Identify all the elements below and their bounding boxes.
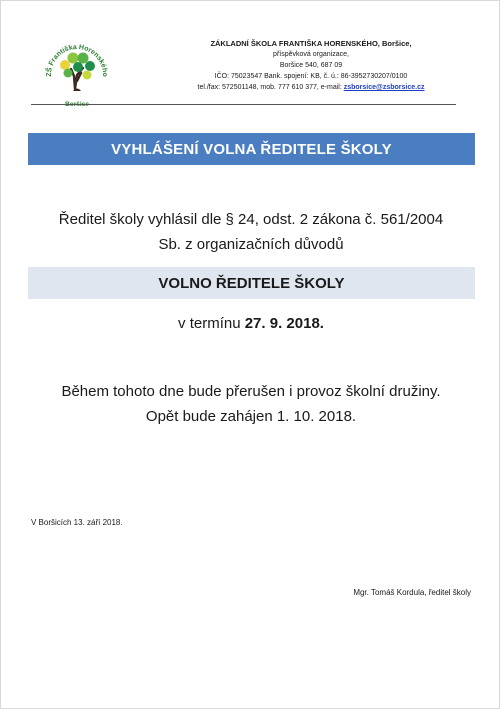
tree-of-hands-icon xyxy=(60,53,95,92)
school-address: Boršice 540, 687 09 xyxy=(279,62,343,69)
logo-ring-text: ZŠ Františka Horenského xyxy=(45,43,109,77)
notice-line-2: Opět bude zahájen 1. 10. 2018. xyxy=(145,408,357,425)
school-contact xyxy=(151,82,471,93)
term-line xyxy=(1,311,500,336)
intro-line-1: Ředitel školy vyhlásil dle § 24, odst. 2 zákona č. 561/2004 xyxy=(58,211,444,228)
signature-line: Mgr. Tomáš Kordula, ředitel školy xyxy=(353,588,471,597)
announcement-banner: VYHLÁŠENÍ VOLNA ŘEDITELE ŠKOLY xyxy=(28,133,475,165)
org-type: příspěvková organizace, xyxy=(273,51,349,58)
highlight-band: VOLNO ŘEDITELE ŠKOLY xyxy=(28,267,475,299)
header-divider xyxy=(31,104,456,105)
intro-line-2: Sb. z organizačních důvodů xyxy=(158,236,344,253)
school-letterhead xyxy=(151,38,471,93)
logo-bottom-text: Boršice xyxy=(65,101,89,108)
school-ids: IČO: 75023547 Bank. spojení: KB, č. ú.: 86-3952730207/0100 xyxy=(214,73,408,80)
term-date: 27. 9. 2018. xyxy=(244,315,324,332)
notice-text xyxy=(1,379,500,429)
school-name: ZÁKLADNÍ ŠKOLA FRANTIŠKA HORENSKÉHO, Boršice, xyxy=(210,39,412,48)
intro-text xyxy=(1,207,500,257)
notice-line-1: Během tohoto dne bude přerušen i provoz školní družiny. xyxy=(61,383,441,400)
school-logo xyxy=(37,31,117,111)
place-and-date: V Boršicích 13. září 2018. xyxy=(31,518,123,527)
term-prefix: v termínu xyxy=(178,315,245,332)
email-link[interactable]: zsborsice@zsborsice.cz xyxy=(343,84,425,91)
contact-prefix: tel./fax: 572501148, mob. 777 610 377, e-mail: xyxy=(197,84,344,91)
